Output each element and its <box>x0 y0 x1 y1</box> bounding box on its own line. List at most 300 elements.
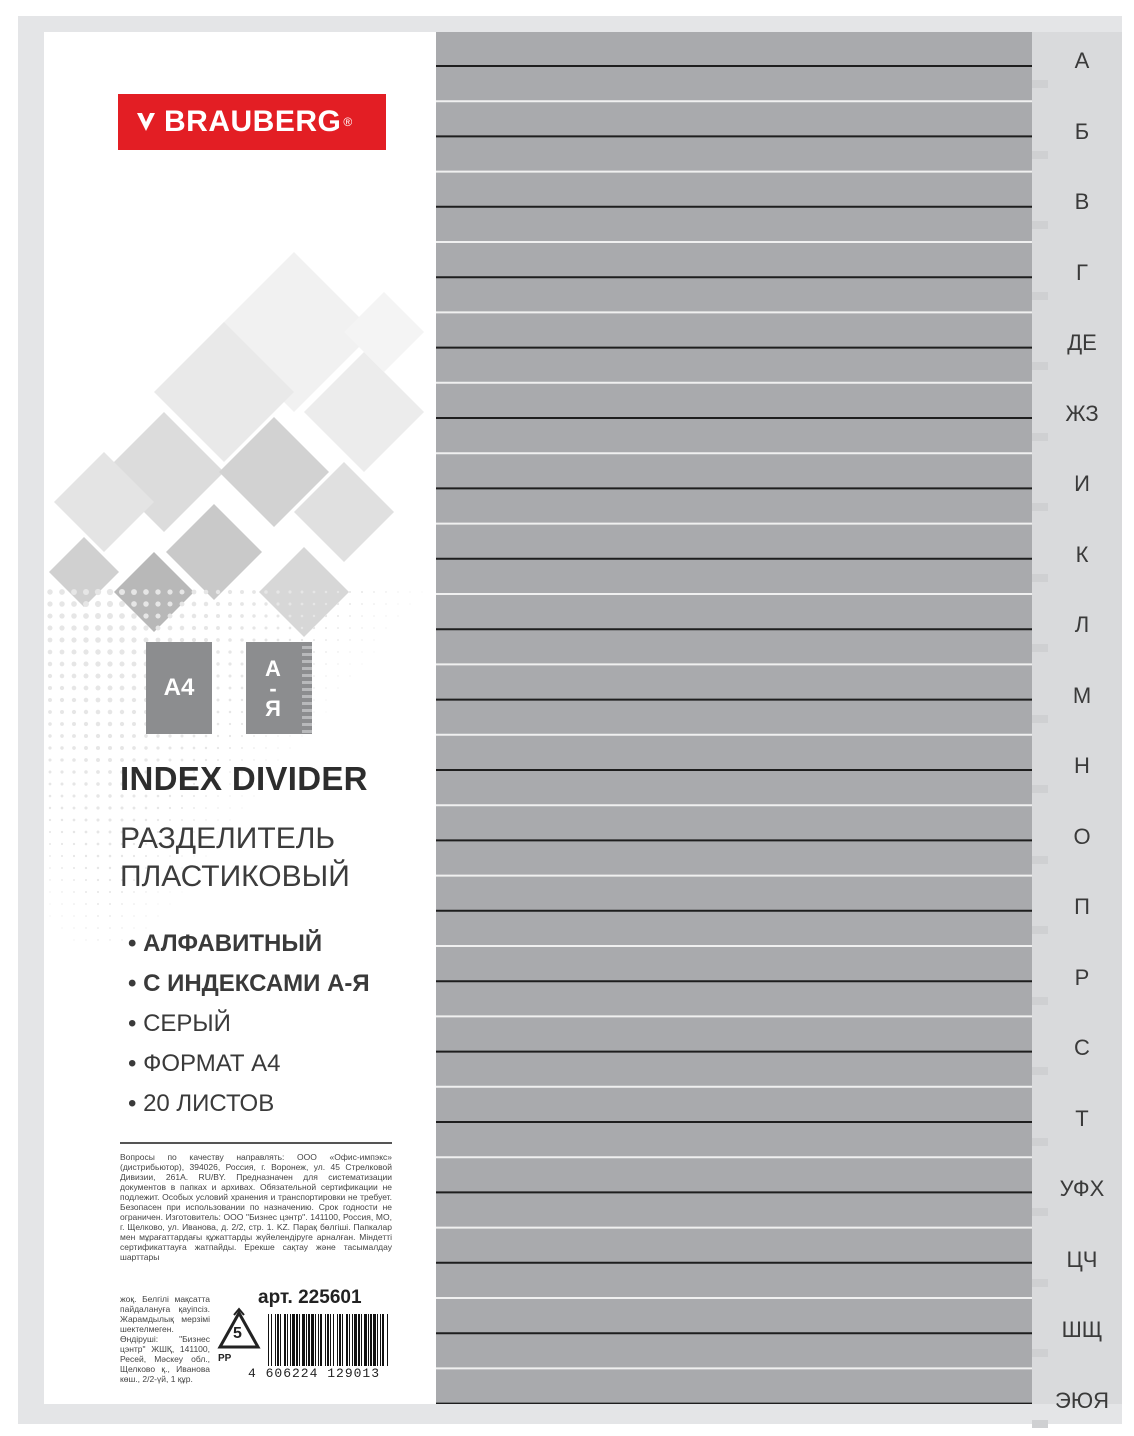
pattern-dot <box>277 747 278 748</box>
pattern-dot <box>131 649 136 654</box>
pattern-dot <box>349 627 351 629</box>
pattern-dot <box>73 879 75 881</box>
pattern-dot <box>229 747 231 749</box>
pattern-dot <box>109 939 110 940</box>
pattern-dot <box>349 651 350 652</box>
barcode-bar <box>268 1314 269 1366</box>
barcode-bar <box>290 1314 291 1366</box>
pattern-dot <box>96 758 100 762</box>
barcode-bar <box>287 1314 288 1366</box>
pattern-dot <box>72 746 76 750</box>
pattern-dot <box>241 735 243 737</box>
pattern-dot <box>277 639 280 642</box>
pattern-dot <box>97 831 100 834</box>
product-package <box>18 16 1122 1424</box>
pattern-dot <box>97 843 100 846</box>
recycle-code: 5 <box>233 1325 242 1342</box>
tab-separator <box>1032 221 1048 229</box>
pattern-dot <box>73 915 74 916</box>
pattern-dot <box>71 649 76 654</box>
barcode-bar <box>292 1314 295 1366</box>
pattern-dot <box>49 891 50 892</box>
product-title: INDEX DIVIDER <box>120 760 368 797</box>
alphabet-tab[interactable]: Л <box>1074 612 1090 637</box>
pattern-dot <box>72 794 75 797</box>
pattern-dot <box>72 722 76 726</box>
pattern-dot <box>241 699 243 701</box>
pattern-dot <box>180 734 183 737</box>
pattern-dot <box>241 747 243 749</box>
registered-mark: ® <box>343 115 353 129</box>
pattern-dot <box>180 614 185 619</box>
pattern-dot <box>133 915 134 916</box>
barcode-bar <box>370 1314 372 1366</box>
barcode-bar <box>308 1314 310 1366</box>
pattern-dot <box>84 674 89 679</box>
pattern-dot <box>168 626 173 631</box>
pattern-dot <box>119 637 124 642</box>
pattern-dot <box>97 855 100 858</box>
barcode-bar <box>277 1314 279 1366</box>
pattern-dot <box>168 614 173 619</box>
pattern-dot <box>60 662 65 667</box>
pattern-dot <box>313 639 315 641</box>
barcode-bar <box>284 1314 286 1366</box>
pattern-dot <box>121 939 122 940</box>
pattern-dot <box>289 627 292 630</box>
feature-3: • СЕРЫЙ <box>128 1010 231 1037</box>
tab-separator <box>1032 785 1048 793</box>
alphabet-tab[interactable]: Т <box>1075 1105 1089 1131</box>
pattern-dot <box>229 711 232 714</box>
alphabet-tab[interactable]: ЦЧ <box>1066 1246 1098 1272</box>
barcode-bar <box>330 1314 331 1366</box>
pattern-dot <box>252 614 255 617</box>
pattern-dot <box>95 673 100 678</box>
pattern-dot <box>120 734 124 738</box>
barcode-bar <box>275 1314 276 1366</box>
product-label <box>44 32 436 1404</box>
pattern-dot <box>60 734 64 738</box>
pattern-dot <box>289 639 291 641</box>
alphabet-tab[interactable]: Н <box>1074 753 1090 778</box>
fine-print-top: Вопросы по качеству направлять: ООО «Офис-импэкс» (дистрибьютор), 394026, Россия, г. Воронеж, ул. 45 Стрелковой Дивизии, 261А. RU/BY. Предназначен для систематизации документов в папках и архивах. Обязательной сертификации не подлежит. Особых условий хранения и транспортировки не требует. Безопасен при использовании по назначению. Срок годности не ограничен. Изготовитель: ООО "Бизнес цэнтр". 141100, Россия, МО, г. Щелково, ул. Иванова, д. 2/2, стр. 1. KZ. Парақ бөлгіші. Папкалар мен мұрағаттардағы құжаттарды жүйелендіруге арналған. Міндетті сертификаттауға жатпайды. Ерекше сақтау және тасымалдау шарттары <box>120 1152 392 1262</box>
alphabet-tab[interactable]: А <box>1074 48 1090 73</box>
alphabet-tab[interactable]: Р <box>1074 964 1090 990</box>
pattern-dot <box>48 686 52 690</box>
pattern-dot <box>179 589 184 594</box>
pattern-dot <box>205 807 207 809</box>
alphabet-tab[interactable]: С <box>1074 1035 1090 1060</box>
pattern-dot <box>60 722 64 726</box>
pattern-dot <box>96 698 101 703</box>
pattern-dot <box>60 674 64 678</box>
barcode-bar <box>318 1314 319 1366</box>
pattern-dot <box>85 819 88 822</box>
pattern-dot <box>325 603 327 605</box>
pattern-dot <box>84 794 87 797</box>
pattern-dot <box>59 601 64 606</box>
pattern-dot <box>156 626 161 631</box>
alphabet-tab[interactable]: ШЩ <box>1061 1317 1103 1342</box>
pattern-dot <box>216 650 220 654</box>
pattern-dot <box>48 710 52 714</box>
pattern-dot <box>131 625 136 630</box>
range-strip <box>302 642 312 734</box>
pattern-dot <box>290 748 291 749</box>
pattern-dot <box>61 879 63 881</box>
pattern-dot <box>108 818 111 821</box>
pattern-dot <box>229 723 231 725</box>
barcode-bar <box>311 1314 314 1366</box>
pattern-dot <box>361 615 363 617</box>
pattern-dot <box>84 806 87 809</box>
barcode-bar <box>339 1314 341 1366</box>
barcode-bar <box>280 1314 281 1366</box>
pattern-dot <box>276 602 279 605</box>
pattern-dot <box>108 686 113 691</box>
pattern-dot <box>158 916 159 917</box>
pattern-dot <box>205 735 208 738</box>
pattern-dot <box>60 698 64 702</box>
alphabet-tab[interactable]: М <box>1072 682 1092 708</box>
pattern-dot <box>60 746 63 749</box>
pattern-dot <box>325 651 327 653</box>
pattern-dot <box>167 601 172 606</box>
pattern-dot <box>349 591 351 593</box>
pattern-dot <box>108 710 113 715</box>
pattern-dot <box>144 734 148 738</box>
pattern-dot <box>48 662 52 666</box>
pattern-dot <box>301 591 304 594</box>
pattern-dot <box>84 698 89 703</box>
sheet-lines <box>420 32 1032 1404</box>
pattern-dot <box>276 590 279 593</box>
pattern-dot <box>97 939 98 940</box>
pattern-dot <box>109 831 112 834</box>
pattern-dot <box>205 819 206 820</box>
pattern-dot <box>241 711 243 713</box>
alphabet-tab[interactable]: П <box>1074 894 1090 919</box>
alphabet-tab[interactable]: ДЕ <box>1067 330 1097 355</box>
pattern-dot <box>73 831 76 834</box>
pattern-dot <box>73 939 74 940</box>
pattern-dot <box>108 758 112 762</box>
tab-separator <box>1032 503 1048 511</box>
pattern-dot <box>133 903 135 905</box>
pattern-dot <box>193 807 195 809</box>
pattern-dot <box>107 625 113 631</box>
pattern-dot <box>61 915 62 916</box>
pattern-dot <box>313 675 315 677</box>
pattern-dot <box>48 746 51 749</box>
pattern-dot <box>349 603 351 605</box>
pattern-dot <box>72 698 76 702</box>
alphabet-tab[interactable]: В <box>1074 189 1090 214</box>
pattern-dot <box>240 602 244 606</box>
pattern-dot <box>313 651 315 653</box>
pattern-dot <box>83 625 89 631</box>
barcode-bar <box>361 1314 362 1366</box>
pattern-dot <box>265 639 268 642</box>
alphabet-tab[interactable]: И <box>1074 471 1090 496</box>
pattern-dot <box>349 615 351 617</box>
pattern-dot <box>95 601 101 607</box>
pattern-dot <box>48 698 52 702</box>
range-mid: - <box>269 676 277 701</box>
pattern-dot <box>350 676 351 677</box>
pattern-dot <box>337 627 339 629</box>
pattern-dot <box>108 770 112 774</box>
pattern-dot <box>95 589 101 595</box>
alphabet-tab[interactable]: УФХ <box>1059 1176 1105 1201</box>
pattern-dot <box>373 627 374 628</box>
barcode-bar <box>325 1314 326 1366</box>
pattern-dot <box>228 614 232 618</box>
barcode-bar <box>358 1314 360 1366</box>
pattern-dot <box>253 735 255 737</box>
pattern-dot <box>83 613 89 619</box>
barcode-bar <box>337 1314 338 1366</box>
pattern-dot <box>109 927 111 929</box>
pattern-dot <box>121 819 124 822</box>
pattern-dot <box>97 867 99 869</box>
pattern-dot <box>180 602 185 607</box>
pattern-dot <box>157 819 159 821</box>
pattern-dot <box>73 807 76 810</box>
pattern-dot <box>72 662 77 667</box>
pattern-dot <box>73 819 76 822</box>
pattern-dot <box>192 614 196 618</box>
pattern-dot <box>96 806 99 809</box>
pattern-dot <box>373 615 374 616</box>
pattern-dot <box>337 615 339 617</box>
pattern-dot <box>253 747 255 749</box>
pattern-dot <box>85 855 87 857</box>
pattern-dot <box>85 891 87 893</box>
pattern-dot <box>61 843 63 845</box>
pattern-dot <box>361 591 363 593</box>
pattern-dot <box>132 722 136 726</box>
pattern-dot <box>60 770 63 773</box>
pattern-dot <box>59 613 64 618</box>
pattern-dot <box>96 686 101 691</box>
pattern-dot <box>107 637 113 643</box>
tab-separator <box>1032 362 1048 370</box>
pattern-dot <box>83 649 88 654</box>
barcode-bar <box>346 1314 348 1366</box>
article-number: арт. 225601 <box>258 1287 362 1308</box>
barcode-bar <box>333 1314 334 1366</box>
pattern-dot <box>121 915 123 917</box>
pattern-dot <box>229 687 232 690</box>
barcode-bar <box>327 1314 329 1366</box>
pattern-dot <box>48 758 51 761</box>
divider-rule <box>120 1142 392 1144</box>
pattern-dot <box>84 710 88 714</box>
pattern-dot <box>398 616 399 617</box>
pattern-dot <box>385 615 386 616</box>
pattern-dot <box>241 675 244 678</box>
pattern-dot <box>217 735 219 737</box>
pattern-dot <box>349 663 350 664</box>
divider-sheet <box>420 32 1032 1404</box>
pattern-dot <box>397 603 398 604</box>
pattern-dot <box>107 589 113 595</box>
pattern-dot <box>131 613 137 619</box>
pattern-dot <box>264 590 268 594</box>
alphabet-tab[interactable]: К <box>1075 541 1089 567</box>
pattern-dot <box>155 589 160 594</box>
pattern-dot <box>143 589 149 595</box>
pattern-dot <box>83 601 89 607</box>
pattern-dot <box>145 915 146 916</box>
pattern-dot <box>240 614 244 618</box>
recycle-icon <box>214 1307 264 1367</box>
barcode-bar <box>364 1314 367 1366</box>
pattern-dot <box>240 650 243 653</box>
pattern-dot <box>132 746 136 750</box>
alphabet-tab[interactable]: О <box>1073 823 1091 849</box>
pattern-dot <box>120 806 123 809</box>
pattern-dot <box>61 867 63 869</box>
pattern-dot <box>72 770 75 773</box>
pattern-dot <box>325 675 326 676</box>
recycle-material: PP <box>218 1353 232 1364</box>
pattern-dot <box>217 807 218 808</box>
pattern-dot <box>325 699 326 700</box>
barcode <box>266 1314 392 1366</box>
pattern-dot <box>72 734 76 738</box>
pattern-dot <box>95 625 101 631</box>
pattern-dot <box>325 591 328 594</box>
pattern-dot <box>216 626 220 630</box>
pattern-dot <box>217 747 219 749</box>
pattern-dot <box>145 819 147 821</box>
pattern-dot <box>192 626 196 630</box>
pattern-dot <box>217 699 220 702</box>
pattern-dot <box>229 819 230 820</box>
pattern-dot <box>217 819 218 820</box>
pattern-dot <box>97 879 99 881</box>
pattern-dot <box>143 613 148 618</box>
pattern-dot <box>169 819 171 821</box>
barcode-bar <box>302 1314 305 1366</box>
pattern-dot <box>48 650 53 655</box>
pattern-dot <box>120 698 125 703</box>
pattern-dot <box>59 625 64 630</box>
pattern-dot <box>229 699 232 702</box>
alphabet-tab[interactable]: ЭЮЯ <box>1055 1387 1109 1413</box>
pattern-dot <box>96 734 100 738</box>
pattern-dot <box>49 771 52 774</box>
tab-separator <box>1032 433 1048 441</box>
pattern-dot <box>62 928 63 929</box>
pattern-dot <box>85 831 88 834</box>
pattern-dot <box>133 927 134 928</box>
pattern-dot <box>96 794 99 797</box>
pattern-dot <box>192 590 197 595</box>
pattern-dot <box>313 591 316 594</box>
pattern-dot <box>252 626 255 629</box>
pattern-dot <box>155 613 160 618</box>
pattern-dot <box>361 651 362 652</box>
pattern-dot <box>373 591 375 593</box>
pattern-dot <box>97 915 99 917</box>
pattern-dot <box>374 652 375 653</box>
pattern-dot <box>95 649 100 654</box>
pattern-dot <box>61 807 64 810</box>
pattern-dot <box>216 662 219 665</box>
pattern-dot <box>228 590 232 594</box>
pattern-dot <box>109 867 111 869</box>
barcode-bar <box>271 1314 272 1366</box>
feature-5: • 20 ЛИСТОВ <box>128 1090 275 1117</box>
pattern-dot <box>325 615 327 617</box>
pattern-dot <box>60 710 64 714</box>
pattern-dot <box>349 639 350 640</box>
tab-separator <box>1032 1067 1048 1075</box>
pattern-dot <box>228 650 231 653</box>
range-bottom: Я <box>265 696 281 721</box>
pattern-dot <box>107 649 112 654</box>
alphabet-tab[interactable]: Б <box>1074 118 1090 144</box>
barcode-bar <box>342 1314 343 1366</box>
barcode-bar <box>354 1314 357 1366</box>
pattern-dot <box>217 723 220 726</box>
pattern-dot <box>314 724 315 725</box>
pattern-dot <box>157 903 158 904</box>
pattern-dot <box>337 603 339 605</box>
pattern-dot <box>49 903 50 904</box>
pattern-dot <box>73 903 75 905</box>
pattern-dot <box>277 735 278 736</box>
subtitle-line-2: ПЛАСТИКОВЫЙ <box>120 860 350 893</box>
pattern-dot <box>204 590 209 595</box>
pattern-dot <box>119 649 124 654</box>
pattern-dot <box>73 927 74 928</box>
alphabet-tab[interactable]: ЖЗ <box>1065 400 1099 426</box>
pattern-dot <box>252 590 256 594</box>
pattern-dot <box>133 819 136 822</box>
pattern-dot <box>338 688 339 689</box>
pattern-dot <box>109 915 111 917</box>
pattern-dot <box>109 903 111 905</box>
barcode-bar <box>368 1314 369 1366</box>
alphabet-tab[interactable]: Г <box>1076 259 1088 285</box>
pattern-dot <box>120 686 125 691</box>
pattern-dot <box>132 734 136 738</box>
pattern-dot <box>167 589 172 594</box>
pattern-dot <box>119 601 125 607</box>
pattern-dot <box>216 602 220 606</box>
tab-separator <box>1032 1349 1048 1357</box>
barcode-bar <box>373 1314 376 1366</box>
feature-4: • ФОРМАТ А4 <box>128 1050 281 1077</box>
pattern-diamond <box>259 547 349 637</box>
pattern-dot <box>325 663 327 665</box>
pattern-dot <box>73 855 75 857</box>
pattern-dot <box>385 603 386 604</box>
pattern-dot <box>72 686 77 691</box>
barcode-bar <box>377 1314 378 1366</box>
pattern-dot <box>242 808 243 809</box>
pattern-dot <box>120 710 124 714</box>
pattern-dot <box>240 638 243 641</box>
tab-separator <box>1032 80 1048 88</box>
pattern-dot <box>61 795 64 798</box>
pattern-dot <box>109 891 111 893</box>
